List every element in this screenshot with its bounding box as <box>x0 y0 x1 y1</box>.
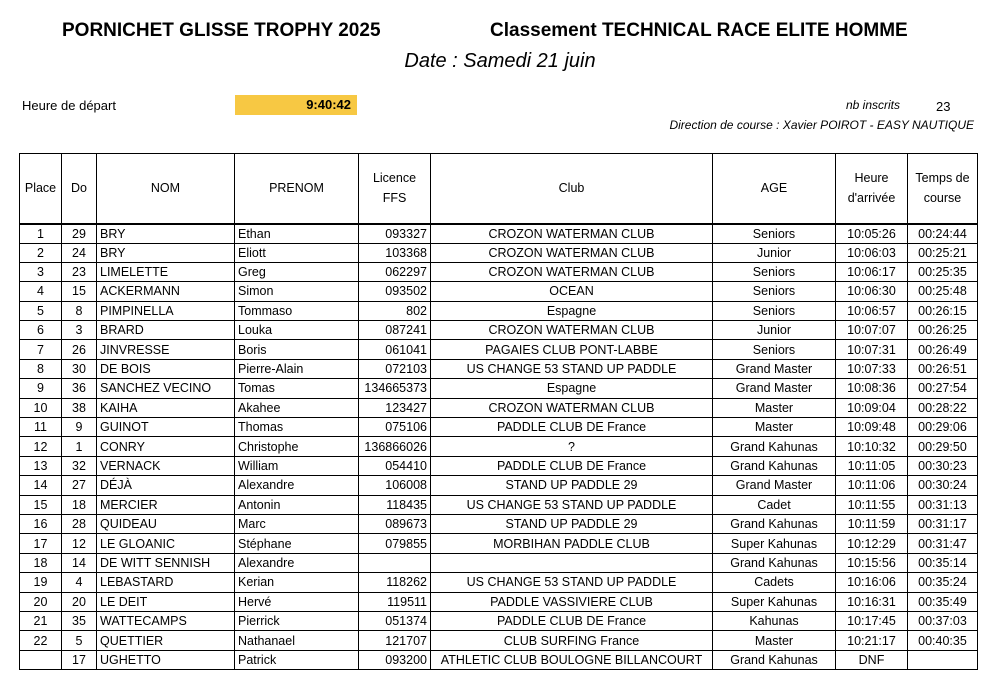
cell-club: PAGAIES CLUB PONT-LABBE <box>431 340 713 359</box>
cell-licence: 079855 <box>359 534 431 553</box>
cell-do: 5 <box>62 631 97 650</box>
table-row <box>20 437 978 456</box>
table-row <box>20 553 978 572</box>
cell-club: CROZON WATERMAN CLUB <box>431 398 713 417</box>
cell-do: 35 <box>62 611 97 630</box>
table-row <box>20 631 978 650</box>
cell-heure-arrivee: 10:08:36 <box>836 379 908 398</box>
cell-place: 19 <box>20 573 62 592</box>
cell-age: Cadets <box>713 573 836 592</box>
cell-temps-course: 00:26:15 <box>908 301 978 320</box>
cell-licence: 802 <box>359 301 431 320</box>
cell-do: 26 <box>62 340 97 359</box>
cell-place: 12 <box>20 437 62 456</box>
cell-prenom: Eliott <box>235 243 359 262</box>
cell-club: Espagne <box>431 379 713 398</box>
cell-prenom: Alexandre <box>235 476 359 495</box>
cell-do: 27 <box>62 476 97 495</box>
cell-prenom: Marc <box>235 514 359 533</box>
cell-place: 7 <box>20 340 62 359</box>
col-club: Club <box>431 154 713 224</box>
cell-do: 15 <box>62 282 97 301</box>
cell-place: 9 <box>20 379 62 398</box>
cell-age: Grand Master <box>713 476 836 495</box>
cell-temps-course: 00:28:22 <box>908 398 978 417</box>
cell-do: 3 <box>62 321 97 340</box>
cell-prenom: Stéphane <box>235 534 359 553</box>
event-date: Date : Samedi 21 juin <box>404 50 596 72</box>
cell-heure-arrivee: 10:09:04 <box>836 398 908 417</box>
cell-licence: 061041 <box>359 340 431 359</box>
cell-do: 29 <box>62 224 97 244</box>
cell-licence: 093502 <box>359 282 431 301</box>
cell-prenom: Simon <box>235 282 359 301</box>
cell-club: CROZON WATERMAN CLUB <box>431 262 713 281</box>
cell-heure-arrivee: 10:06:03 <box>836 243 908 262</box>
cell-nom: QUIDEAU <box>97 514 235 533</box>
cell-do: 20 <box>62 592 97 611</box>
cell-place: 1 <box>20 224 62 244</box>
cell-temps-course: 00:35:49 <box>908 592 978 611</box>
cell-prenom: Christophe <box>235 437 359 456</box>
cell-temps-course: 00:30:23 <box>908 456 978 475</box>
cell-place: 20 <box>20 592 62 611</box>
cell-licence: 123427 <box>359 398 431 417</box>
cell-do: 12 <box>62 534 97 553</box>
cell-temps-course: 00:30:24 <box>908 476 978 495</box>
cell-nom: MERCIER <box>97 495 235 514</box>
cell-age: Super Kahunas <box>713 534 836 553</box>
cell-nom: LE DEIT <box>97 592 235 611</box>
cell-nom: ACKERMANN <box>97 282 235 301</box>
col-do: Do <box>62 154 97 224</box>
table-row <box>20 456 978 475</box>
cell-age: Grand Master <box>713 379 836 398</box>
cell-club: Espagne <box>431 301 713 320</box>
cell-club: CROZON WATERMAN CLUB <box>431 224 713 244</box>
cell-age: Seniors <box>713 224 836 244</box>
cell-licence: 087241 <box>359 321 431 340</box>
cell-do: 4 <box>62 573 97 592</box>
cell-place: 22 <box>20 631 62 650</box>
cell-club <box>431 553 713 572</box>
cell-place: 14 <box>20 476 62 495</box>
cell-age: Seniors <box>713 282 836 301</box>
cell-heure-arrivee: 10:09:48 <box>836 418 908 437</box>
cell-heure-arrivee: 10:16:06 <box>836 573 908 592</box>
cell-age: Master <box>713 631 836 650</box>
cell-place: 5 <box>20 301 62 320</box>
cell-club: STAND UP PADDLE 29 <box>431 476 713 495</box>
cell-do: 14 <box>62 553 97 572</box>
table-row <box>20 611 978 630</box>
cell-licence: 062297 <box>359 262 431 281</box>
col-age: AGE <box>713 154 836 224</box>
cell-temps-course: 00:40:35 <box>908 631 978 650</box>
table-row <box>20 359 978 378</box>
results-body <box>20 224 978 670</box>
cell-temps-course: 00:25:21 <box>908 243 978 262</box>
cell-do: 30 <box>62 359 97 378</box>
table-row <box>20 301 978 320</box>
cell-place: 13 <box>20 456 62 475</box>
cell-heure-arrivee: 10:11:05 <box>836 456 908 475</box>
cell-temps-course: 00:27:54 <box>908 379 978 398</box>
col-nom: NOM <box>97 154 235 224</box>
cell-do: 18 <box>62 495 97 514</box>
col-temps-course: Temps de course <box>908 154 978 224</box>
cell-do: 9 <box>62 418 97 437</box>
cell-nom: WATTECAMPS <box>97 611 235 630</box>
table-row <box>20 592 978 611</box>
cell-prenom: Hervé <box>235 592 359 611</box>
cell-club: MORBIHAN PADDLE CLUB <box>431 534 713 553</box>
cell-club: ATHLETIC CLUB BOULOGNE BILLANCOURT <box>431 650 713 669</box>
cell-do: 24 <box>62 243 97 262</box>
cell-nom: LE GLOANIC <box>97 534 235 553</box>
cell-heure-arrivee: 10:21:17 <box>836 631 908 650</box>
cell-nom: JINVRESSE <box>97 340 235 359</box>
cell-club: PADDLE CLUB DE France <box>431 611 713 630</box>
cell-place: 2 <box>20 243 62 262</box>
cell-club: STAND UP PADDLE 29 <box>431 514 713 533</box>
table-row <box>20 398 978 417</box>
cell-prenom: Pierre-Alain <box>235 359 359 378</box>
cell-age: Master <box>713 398 836 417</box>
cell-place: 4 <box>20 282 62 301</box>
ranking-title: Classement TECHNICAL RACE ELITE HOMME <box>490 20 908 41</box>
cell-licence: 075106 <box>359 418 431 437</box>
table-row <box>20 573 978 592</box>
col-heure-arrivee: Heure d'arrivée <box>836 154 908 224</box>
cell-place: 17 <box>20 534 62 553</box>
cell-prenom: Thomas <box>235 418 359 437</box>
cell-temps-course: 00:31:47 <box>908 534 978 553</box>
cell-age: Grand Kahunas <box>713 553 836 572</box>
cell-licence: 093200 <box>359 650 431 669</box>
cell-place: 10 <box>20 398 62 417</box>
cell-club: CLUB SURFING France <box>431 631 713 650</box>
cell-club: PADDLE VASSIVIERE CLUB <box>431 592 713 611</box>
start-time-value: 9:40:42 <box>235 95 357 115</box>
cell-nom: CONRY <box>97 437 235 456</box>
cell-age: Grand Kahunas <box>713 650 836 669</box>
cell-heure-arrivee: 10:11:59 <box>836 514 908 533</box>
cell-do: 28 <box>62 514 97 533</box>
cell-nom: SANCHEZ VECINO <box>97 379 235 398</box>
cell-licence: 072103 <box>359 359 431 378</box>
table-row <box>20 282 978 301</box>
col-prenom: PRENOM <box>235 154 359 224</box>
cell-nom: BRY <box>97 243 235 262</box>
cell-place: 3 <box>20 262 62 281</box>
cell-heure-arrivee: 10:06:17 <box>836 262 908 281</box>
cell-nom: QUETTIER <box>97 631 235 650</box>
table-row <box>20 534 978 553</box>
start-time-label: Heure de départ <box>22 98 116 113</box>
cell-licence: 103368 <box>359 243 431 262</box>
cell-age: Seniors <box>713 340 836 359</box>
cell-heure-arrivee: 10:16:31 <box>836 592 908 611</box>
cell-club: CROZON WATERMAN CLUB <box>431 321 713 340</box>
table-header-row <box>20 154 978 224</box>
cell-licence: 051374 <box>359 611 431 630</box>
cell-temps-course: 00:26:51 <box>908 359 978 378</box>
race-direction: Direction de course : Xavier POIROT - EASY NAUTIQUE <box>669 118 974 132</box>
cell-do: 17 <box>62 650 97 669</box>
cell-age: Grand Kahunas <box>713 456 836 475</box>
cell-place: 16 <box>20 514 62 533</box>
cell-place <box>20 650 62 669</box>
cell-heure-arrivee: DNF <box>836 650 908 669</box>
cell-temps-course: 00:29:50 <box>908 437 978 456</box>
cell-prenom: Tommaso <box>235 301 359 320</box>
inscrits-label: nb inscrits <box>846 98 901 112</box>
cell-place: 15 <box>20 495 62 514</box>
cell-heure-arrivee: 10:06:30 <box>836 282 908 301</box>
cell-prenom: Akahee <box>235 398 359 417</box>
cell-club: OCEAN <box>431 282 713 301</box>
cell-club: US CHANGE 53 STAND UP PADDLE <box>431 359 713 378</box>
cell-temps-course: 00:31:13 <box>908 495 978 514</box>
cell-temps-course: 00:25:48 <box>908 282 978 301</box>
table-row <box>20 418 978 437</box>
cell-prenom: Louka <box>235 321 359 340</box>
cell-licence: 119511 <box>359 592 431 611</box>
cell-licence: 089673 <box>359 514 431 533</box>
cell-temps-course: 00:31:17 <box>908 514 978 533</box>
cell-temps-course: 00:24:44 <box>908 224 978 244</box>
cell-licence: 121707 <box>359 631 431 650</box>
cell-temps-course: 00:25:35 <box>908 262 978 281</box>
cell-prenom: Pierrick <box>235 611 359 630</box>
cell-place: 18 <box>20 553 62 572</box>
cell-prenom: William <box>235 456 359 475</box>
cell-temps-course: 00:35:14 <box>908 553 978 572</box>
cell-nom: LIMELETTE <box>97 262 235 281</box>
table-row <box>20 495 978 514</box>
cell-club: US CHANGE 53 STAND UP PADDLE <box>431 573 713 592</box>
cell-nom: LEBASTARD <box>97 573 235 592</box>
cell-do: 32 <box>62 456 97 475</box>
cell-prenom: Tomas <box>235 379 359 398</box>
cell-temps-course: 00:37:03 <box>908 611 978 630</box>
cell-do: 23 <box>62 262 97 281</box>
cell-temps-course: 00:29:06 <box>908 418 978 437</box>
cell-licence: 118435 <box>359 495 431 514</box>
cell-prenom: Antonin <box>235 495 359 514</box>
cell-place: 8 <box>20 359 62 378</box>
cell-club: ? <box>431 437 713 456</box>
cell-age: Seniors <box>713 301 836 320</box>
table-row <box>20 650 978 669</box>
table-row <box>20 514 978 533</box>
cell-heure-arrivee: 10:15:56 <box>836 553 908 572</box>
cell-nom: DÉJÀ <box>97 476 235 495</box>
table-row <box>20 321 978 340</box>
cell-nom: KAIHA <box>97 398 235 417</box>
cell-club: PADDLE CLUB DE France <box>431 418 713 437</box>
cell-heure-arrivee: 10:07:33 <box>836 359 908 378</box>
cell-temps-course: 00:26:49 <box>908 340 978 359</box>
cell-prenom: Ethan <box>235 224 359 244</box>
cell-licence: 054410 <box>359 456 431 475</box>
cell-nom: UGHETTO <box>97 650 235 669</box>
cell-age: Junior <box>713 321 836 340</box>
cell-heure-arrivee: 10:12:29 <box>836 534 908 553</box>
cell-club: US CHANGE 53 STAND UP PADDLE <box>431 495 713 514</box>
cell-nom: BRY <box>97 224 235 244</box>
cell-do: 1 <box>62 437 97 456</box>
table-row <box>20 262 978 281</box>
cell-licence: 118262 <box>359 573 431 592</box>
event-title: PORNICHET GLISSE TROPHY 2025 <box>62 20 381 41</box>
cell-age: Seniors <box>713 262 836 281</box>
table-row <box>20 476 978 495</box>
cell-temps-course: 00:26:25 <box>908 321 978 340</box>
table-row <box>20 243 978 262</box>
cell-age: Junior <box>713 243 836 262</box>
cell-heure-arrivee: 10:07:31 <box>836 340 908 359</box>
cell-nom: GUINOT <box>97 418 235 437</box>
cell-do: 8 <box>62 301 97 320</box>
cell-heure-arrivee: 10:06:57 <box>836 301 908 320</box>
cell-licence: 093327 <box>359 224 431 244</box>
table-row <box>20 224 978 244</box>
cell-place: 21 <box>20 611 62 630</box>
cell-prenom: Alexandre <box>235 553 359 572</box>
cell-heure-arrivee: 10:11:06 <box>836 476 908 495</box>
cell-temps-course <box>908 650 978 669</box>
cell-do: 38 <box>62 398 97 417</box>
cell-age: Super Kahunas <box>713 592 836 611</box>
cell-nom: BRARD <box>97 321 235 340</box>
cell-prenom: Greg <box>235 262 359 281</box>
cell-temps-course: 00:35:24 <box>908 573 978 592</box>
cell-prenom: Boris <box>235 340 359 359</box>
cell-licence <box>359 553 431 572</box>
cell-licence: 134665373 <box>359 379 431 398</box>
cell-do: 36 <box>62 379 97 398</box>
cell-heure-arrivee: 10:10:32 <box>836 437 908 456</box>
cell-club: PADDLE CLUB DE France <box>431 456 713 475</box>
cell-nom: VERNACK <box>97 456 235 475</box>
cell-place: 6 <box>20 321 62 340</box>
col-place: Place <box>20 154 62 224</box>
cell-prenom: Patrick <box>235 650 359 669</box>
cell-nom: PIMPINELLA <box>97 301 235 320</box>
cell-prenom: Kerian <box>235 573 359 592</box>
cell-club: CROZON WATERMAN CLUB <box>431 243 713 262</box>
inscrits-value: 23 <box>936 99 951 114</box>
cell-age: Grand Kahunas <box>713 514 836 533</box>
table-row <box>20 379 978 398</box>
cell-heure-arrivee: 10:11:55 <box>836 495 908 514</box>
cell-prenom: Nathanael <box>235 631 359 650</box>
cell-heure-arrivee: 10:17:45 <box>836 611 908 630</box>
cell-nom: DE BOIS <box>97 359 235 378</box>
cell-age: Grand Kahunas <box>713 437 836 456</box>
table-row <box>20 340 978 359</box>
results-table <box>19 153 978 670</box>
cell-licence: 106008 <box>359 476 431 495</box>
cell-age: Cadet <box>713 495 836 514</box>
col-licence: Licence FFS <box>359 154 431 224</box>
cell-nom: DE WITT SENNISH <box>97 553 235 572</box>
cell-age: Grand Master <box>713 359 836 378</box>
cell-place: 11 <box>20 418 62 437</box>
cell-heure-arrivee: 10:07:07 <box>836 321 908 340</box>
cell-licence: 136866026 <box>359 437 431 456</box>
cell-heure-arrivee: 10:05:26 <box>836 224 908 244</box>
cell-age: Master <box>713 418 836 437</box>
cell-age: Kahunas <box>713 611 836 630</box>
